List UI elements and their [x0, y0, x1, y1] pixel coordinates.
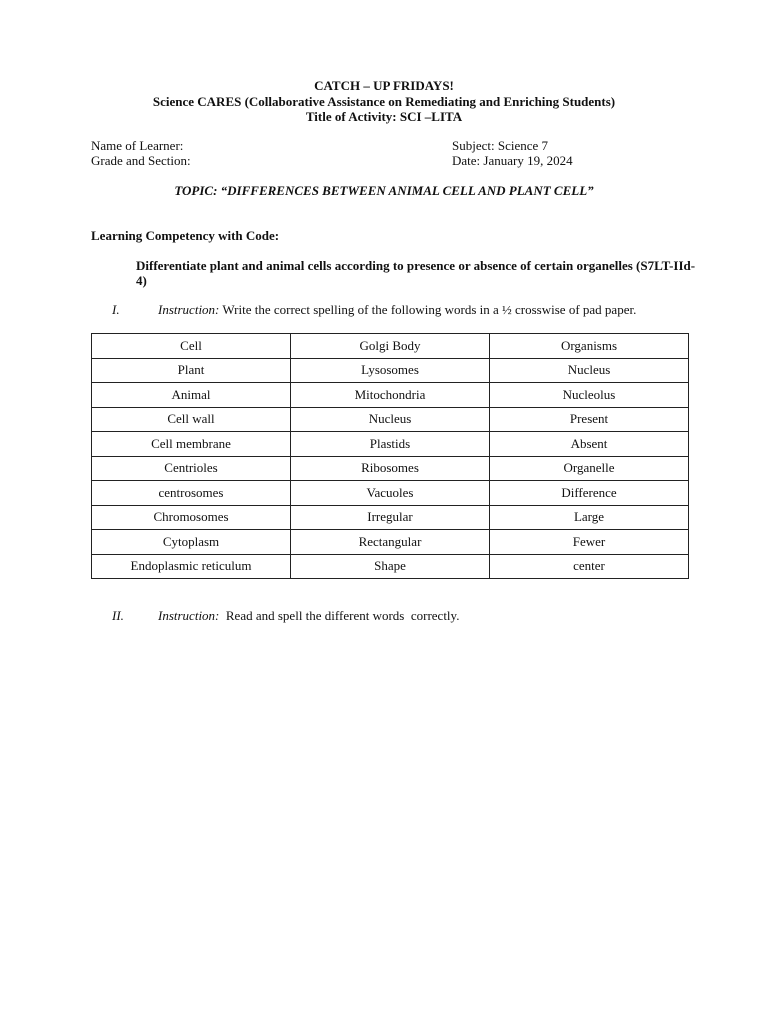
header-line-activity-title: Title of Activity: SCI –LITA [305, 109, 463, 124]
grade-section-label: Grade and Section: [91, 153, 191, 168]
table-cell: Absent [490, 432, 689, 457]
table-cell: Difference [490, 481, 689, 506]
instruction-one-text: Write the correct spelling of the following words in a ½ crosswise of pad paper. [219, 302, 637, 317]
table-cell: center [490, 554, 689, 579]
learning-competency-text: Differentiate plant and animal cells according to presence or absence of certain organelles (S7LT-IId-4) [136, 258, 696, 288]
table-cell: Nucleus [291, 407, 490, 432]
spelling-word-table [91, 333, 689, 579]
table-cell: Organelle [490, 456, 689, 481]
table-row [92, 456, 689, 481]
table-cell: Mitochondria [291, 383, 490, 408]
table-cell: Plant [92, 358, 291, 383]
instruction-two-label: Instruction: [158, 608, 220, 623]
learning-competency-title: Learning Competency with Code: [91, 228, 280, 243]
instruction-two-text: Read and spell the different words correctly. [219, 608, 460, 623]
table-cell: Chromosomes [92, 505, 291, 530]
instruction-two-number: II. [112, 608, 124, 623]
table-cell: Organisms [490, 334, 689, 359]
date-label: Date: January 19, 2024 [452, 153, 573, 168]
table-row [92, 554, 689, 579]
table-cell: Nucleolus [490, 383, 689, 408]
table-row [92, 334, 689, 359]
table-cell: Animal [92, 383, 291, 408]
instruction-one-number: I. [112, 302, 120, 317]
table-cell: Endoplasmic reticulum [92, 554, 291, 579]
table-cell: centrosomes [92, 481, 291, 506]
table-cell: Irregular [291, 505, 490, 530]
table-row [92, 383, 689, 408]
table-row [92, 358, 689, 383]
instruction-two [112, 608, 459, 624]
table-cell: Present [490, 407, 689, 432]
table-row [92, 505, 689, 530]
table-cell: Nucleus [490, 358, 689, 383]
learner-name-label: Name of Learner: [91, 138, 184, 153]
header-line-science-cares: Science CARES (Collaborative Assistance on Remediating and Enriching Students) [152, 93, 616, 109]
table-cell: Centrioles [92, 456, 291, 481]
table-row [92, 407, 689, 432]
worksheet-header [0, 78, 768, 125]
table-cell: Cell [92, 334, 291, 359]
table-row [92, 530, 689, 555]
table-cell: Large [490, 505, 689, 530]
header-line-catch-up: CATCH – UP FRIDAYS! [314, 78, 454, 93]
table-cell: Vacuoles [291, 481, 490, 506]
table-row [92, 481, 689, 506]
table-row [92, 432, 689, 457]
table-cell: Shape [291, 554, 490, 579]
topic-heading: TOPIC: “DIFFERENCES BETWEEN ANIMAL CELL AND PLANT CELL” [174, 183, 594, 198]
table-cell: Golgi Body [291, 334, 490, 359]
instruction-one [112, 302, 636, 318]
table-cell: Cell wall [92, 407, 291, 432]
table-cell: Plastids [291, 432, 490, 457]
table-cell: Rectangular [291, 530, 490, 555]
table-cell: Cell membrane [92, 432, 291, 457]
table-cell: Lysosomes [291, 358, 490, 383]
table-cell: Fewer [490, 530, 689, 555]
subject-label: Subject: Science 7 [452, 138, 549, 153]
table-cell: Cytoplasm [92, 530, 291, 555]
table-cell: Ribosomes [291, 456, 490, 481]
instruction-one-label: Instruction: [158, 302, 220, 317]
